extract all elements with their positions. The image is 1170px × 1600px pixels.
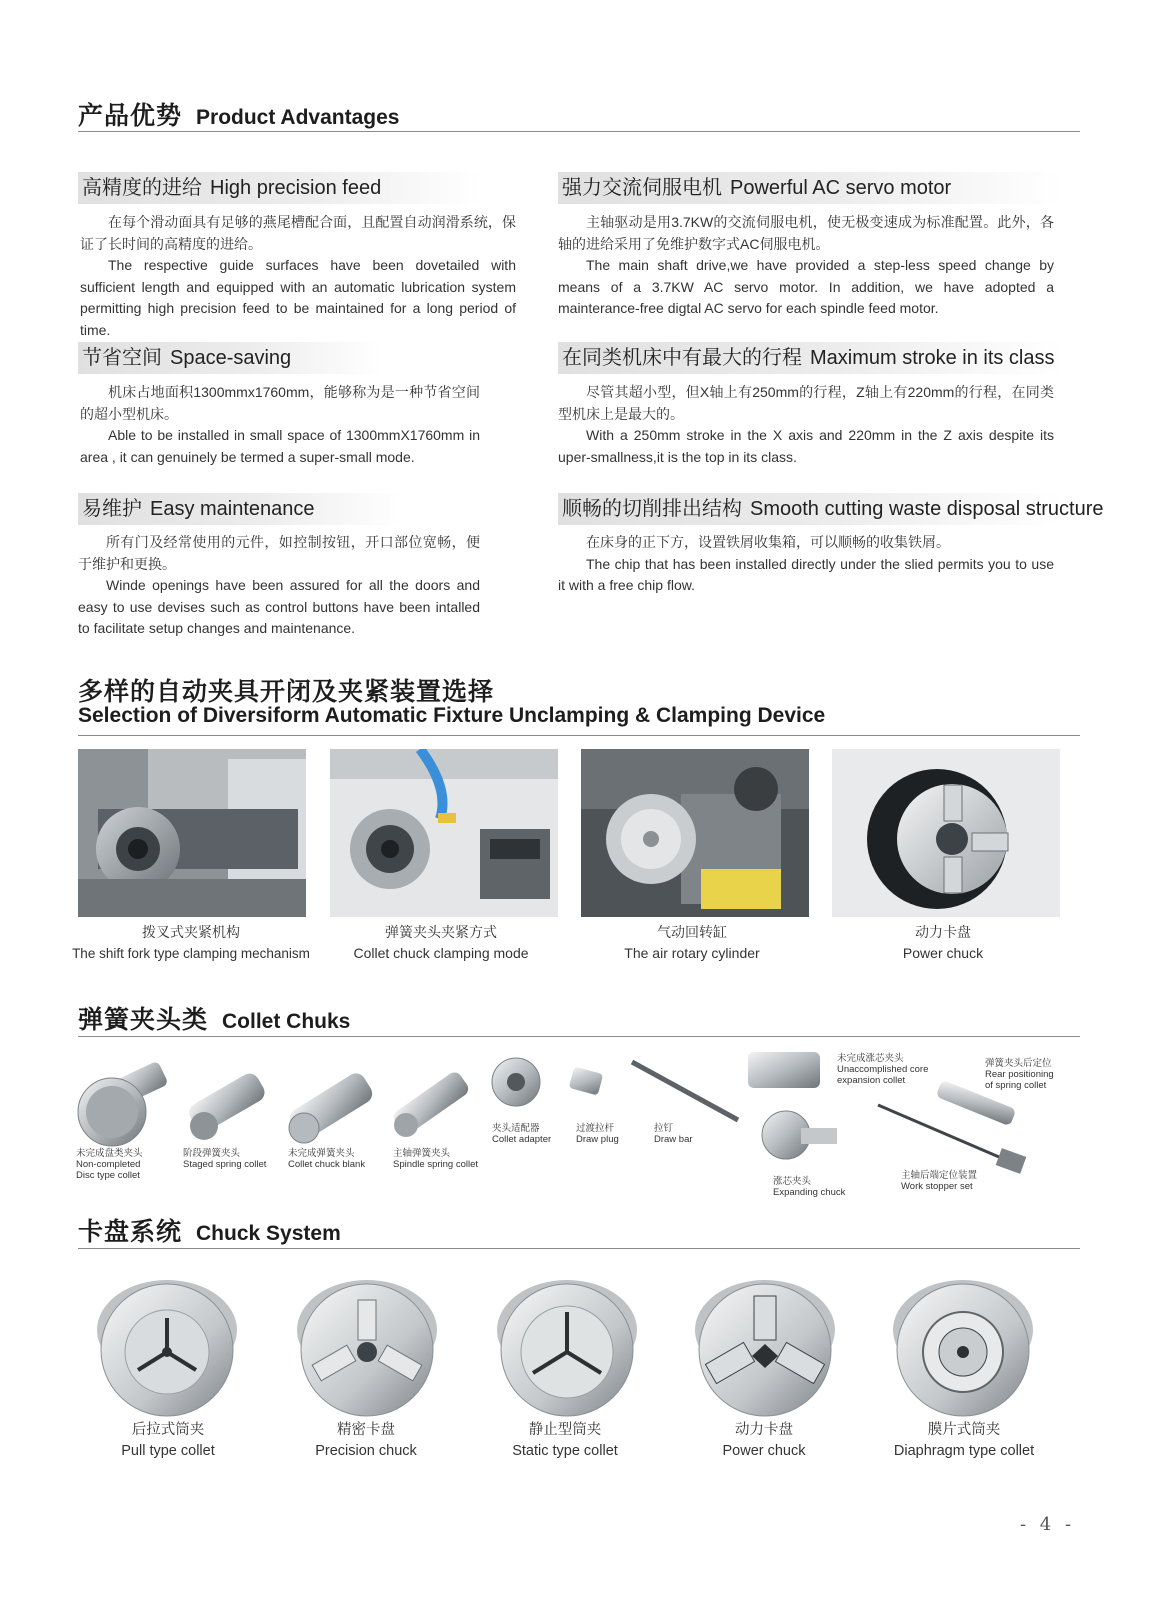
collet-part-label <box>76 1148 143 1181</box>
collet-part-label <box>901 1170 977 1192</box>
advantage-heading-zh: 高精度的进给 <box>82 177 202 199</box>
advantage-heading <box>558 172 1062 204</box>
part-zh: 主轴后端定位装置 <box>901 1170 978 1181</box>
part-zh: 阶段弹簧夹头 <box>183 1148 241 1159</box>
part-en: Expanding chuck <box>773 1187 846 1198</box>
caption-en: Pull type collet <box>121 1443 215 1459</box>
collet-part-label <box>492 1123 551 1145</box>
advantage-heading-en: Easy maintenance <box>150 498 315 520</box>
part-en: Staged spring collet <box>183 1159 267 1170</box>
part-en: Disc type collet <box>76 1170 140 1181</box>
part-en: Work stopper set <box>901 1181 973 1192</box>
divider <box>78 1036 1080 1037</box>
part-en: Collet chuck blank <box>288 1159 366 1170</box>
part-en: Spindle spring collet <box>393 1159 479 1170</box>
chuck-caption <box>864 1420 1064 1462</box>
collet-part-label <box>288 1148 365 1170</box>
advantage-text-en: Able to be installed in small space of 1300mmX1760mm in area , it can genuinely be termed a super-small mode. <box>80 427 480 465</box>
page-number: - 4 - <box>1020 1514 1076 1535</box>
divider <box>78 1248 1080 1249</box>
collet-part-label <box>576 1123 619 1145</box>
advantage-text <box>78 532 480 640</box>
fixture-caption <box>66 922 316 964</box>
section-title-chuck <box>78 1212 341 1248</box>
chuck-caption <box>68 1420 268 1462</box>
caption-en: Power chuck <box>902 945 984 961</box>
caption-zh: 静止型筒夹 <box>528 1422 602 1438</box>
caption-zh: 后拉式筒夹 <box>131 1422 205 1438</box>
part-zh: 过渡拉杆 <box>576 1123 615 1134</box>
part-en: of spring collet <box>985 1080 1047 1091</box>
collet-part-label <box>773 1176 845 1198</box>
part-en: Draw plug <box>576 1134 619 1145</box>
advantage-text <box>558 212 1054 320</box>
caption-zh: 气动回转缸 <box>657 924 727 940</box>
advantage-heading-zh: 节省空间 <box>82 347 162 369</box>
caption-zh: 精密卡盘 <box>337 1422 395 1438</box>
part-zh: 主轴弹簧夹头 <box>393 1148 451 1159</box>
advantage-text-zh: 所有门及经常使用的元件，如控制按钮，开口部位宽畅，便于维护和更换。 <box>78 534 480 572</box>
static-type-collet-image <box>492 1270 642 1420</box>
advantage-heading <box>558 493 1104 525</box>
advantage-text-en: The respective guide surfaces have been dovetailed with sufficient length and equipped with an automatic lubrication system permitting high precision feed to be maintained for a long period of time. <box>80 257 516 338</box>
part-zh: 拉钉 <box>654 1123 674 1134</box>
section-title-zh: 产品优势 <box>78 102 183 130</box>
power-chuck-image <box>690 1270 840 1420</box>
caption-en: Precision chuck <box>315 1443 417 1459</box>
fixture-caption <box>818 922 1068 964</box>
caption-en: The shift fork type clamping mechanism <box>72 946 310 961</box>
pull-type-collet-image <box>92 1270 242 1420</box>
section-title-zh: 弹簧夹头类 <box>78 1006 209 1034</box>
caption-zh: 拨叉式夹紧机构 <box>142 924 240 940</box>
caption-en: The air rotary cylinder <box>624 945 760 961</box>
collet-part-label <box>837 1053 928 1086</box>
divider <box>78 131 1080 132</box>
caption-en: Power chuck <box>722 1443 806 1459</box>
part-en: Rear positioning <box>985 1069 1054 1080</box>
advantage-heading-en: Smooth cutting waste disposal structure <box>750 498 1104 520</box>
advantage-heading-en: Space-saving <box>170 347 292 369</box>
divider <box>78 735 1080 736</box>
collet-part-label <box>183 1148 266 1170</box>
section-title-advantages <box>78 96 399 132</box>
part-zh: 未完成涨芯夹头 <box>837 1053 904 1064</box>
advantage-text-zh: 在床身的正下方，设置铁屑收集箱，可以顺畅的收集铁屑。 <box>586 534 950 550</box>
collet-part-label <box>654 1123 693 1145</box>
advantage-text-en: With a 250mm stroke in the X axis and 220mm in the Z axis despite its uper-smallness,it is the top in its class. <box>558 427 1054 465</box>
caption-en: Static type collet <box>512 1443 618 1459</box>
section-title-en: Product Advantages <box>196 106 400 129</box>
diaphragm-type-collet-image <box>888 1270 1038 1420</box>
fixture-title-en: Selection of Diversiform Automatic Fixture Unclamping & Clamping Device <box>78 704 826 727</box>
chuck-caption <box>664 1420 864 1462</box>
air-rotary-cylinder-photo <box>581 749 809 917</box>
advantage-text-zh: 尽管其超小型，但X轴上有250mm的行程，Z轴上有220mm的行程，在同类型机床上是最大的。 <box>558 384 1054 422</box>
advantage-text-zh: 机床占地面积1300mmx1760mm，能够称为是一种节省空间的超小型机床。 <box>80 384 480 422</box>
advantage-heading <box>78 172 482 204</box>
part-en: Non-completed <box>76 1159 141 1170</box>
advantage-heading-en: Maximum stroke in its class <box>810 347 1055 369</box>
caption-zh: 膜片式筒夹 <box>927 1422 1001 1438</box>
part-en: expansion collet <box>837 1075 906 1086</box>
shift-fork-mechanism-photo <box>78 749 306 917</box>
advantage-heading <box>78 493 402 525</box>
fixture-caption <box>567 922 817 964</box>
caption-en: Diaphragm type collet <box>893 1443 1035 1459</box>
advantage-heading-zh: 顺畅的切削排出结构 <box>562 498 742 520</box>
caption-zh: 动力卡盘 <box>915 924 971 940</box>
part-zh: 未完成弹簧夹头 <box>288 1148 355 1159</box>
part-en: Collet adapter <box>492 1134 552 1145</box>
caption-zh: 弹簧夹头夹紧方式 <box>385 924 497 940</box>
section-title-en: Chuck System <box>196 1222 341 1245</box>
part-en: Draw bar <box>654 1134 693 1145</box>
part-en: Unaccomplished core <box>837 1064 929 1075</box>
part-zh: 未完成盘类夹头 <box>76 1148 143 1159</box>
advantage-text <box>558 382 1054 468</box>
part-zh: 弹簧夹头后定位 <box>985 1058 1052 1069</box>
power-chuck-photo <box>832 749 1060 917</box>
advantage-heading <box>78 342 382 374</box>
section-title-zh: 卡盘系统 <box>78 1218 183 1246</box>
advantage-heading <box>558 342 1062 374</box>
advantage-text-en: The main shaft drive,we have provided a step-less speed change by means of a 3.7KW AC servo motor. In addition, we have adopted a mainterance-free digtal AC servo for each spindle feed motor. <box>558 257 1054 316</box>
collet-part-label <box>393 1148 478 1170</box>
collet-part-label <box>985 1058 1054 1091</box>
fixture-title-zh: 多样的自动夹具开闭及夹紧装置选择 <box>78 678 495 706</box>
section-title-collet <box>78 1000 350 1036</box>
caption-zh: 动力卡盘 <box>735 1422 793 1438</box>
advantage-heading-zh: 在同类机床中有最大的行程 <box>562 347 802 369</box>
section-title-en: Collet Chuks <box>222 1010 351 1033</box>
chuck-caption <box>266 1420 466 1462</box>
advantage-text-zh: 主轴驱动是用3.7KW的交流伺服电机，使无极变速成为标准配置。此外，各轴的进给采用了免维护数字式AC伺服电机。 <box>558 214 1054 252</box>
collet-chuck-photo <box>330 749 558 917</box>
precision-chuck-image <box>292 1270 442 1420</box>
fixture-caption <box>316 922 566 964</box>
advantage-text-en: Winde openings have been assured for all the doors and easy to use devises such as control buttons have been intalled to facilitate setup changes and maintenance. <box>78 577 480 636</box>
advantage-text <box>558 532 1054 597</box>
chuck-caption <box>465 1420 665 1462</box>
advantage-text <box>80 212 516 341</box>
part-zh: 夹头适配器 <box>492 1123 540 1134</box>
advantage-heading-en: Powerful AC servo motor <box>730 177 952 199</box>
part-zh: 涨芯夹头 <box>773 1176 812 1187</box>
advantage-text-en: The chip that has been installed directly under the slied permits you to use it with a free chip flow. <box>558 555 1054 593</box>
advantage-text <box>80 382 480 468</box>
advantage-heading-zh: 强力交流伺服电机 <box>562 177 722 199</box>
advantage-text-zh: 在每个滑动面具有足够的燕尾槽配合面，且配置自动润滑系统，保证了长时间的高精度的进给。 <box>80 214 516 252</box>
caption-en: Collet chuck clamping mode <box>353 945 529 961</box>
advantage-heading-zh: 易维护 <box>82 498 142 520</box>
advantage-heading-en: High precision feed <box>210 177 382 199</box>
